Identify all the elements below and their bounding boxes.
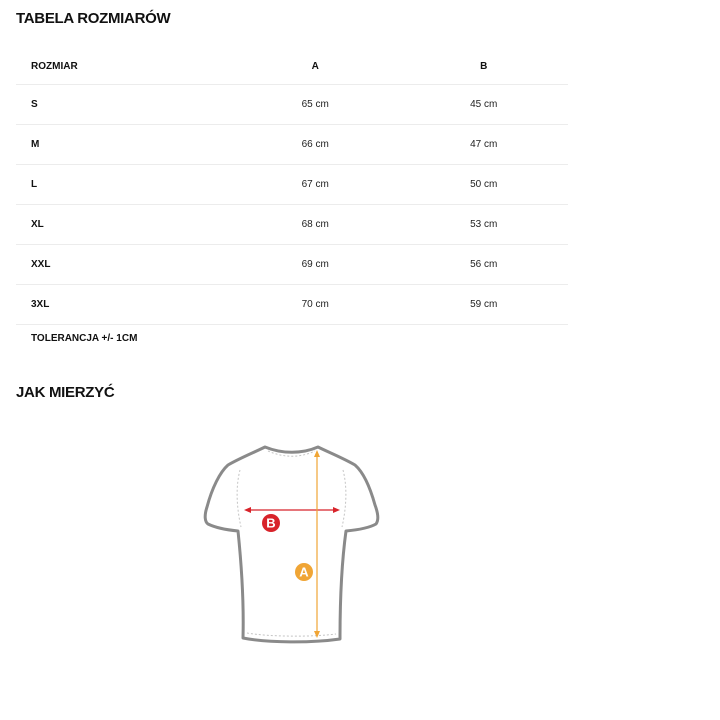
marker-b-badge: [262, 514, 280, 532]
table-row: [16, 125, 568, 165]
measure-a: 67 cm: [231, 165, 400, 205]
measure-b: 45 cm: [400, 85, 569, 125]
measure-a: 69 cm: [231, 245, 400, 285]
table-row: [16, 205, 568, 245]
marker-a-label: A: [299, 564, 309, 580]
marker-a-badge: [295, 563, 313, 581]
measure-a: 70 cm: [231, 285, 400, 325]
table-row: [16, 85, 568, 125]
measure-b: 53 cm: [400, 205, 569, 245]
size-label: L: [16, 165, 231, 205]
measure-b: 47 cm: [400, 125, 569, 165]
measure-b: 50 cm: [400, 165, 569, 205]
size-label: 3XL: [16, 285, 231, 325]
size-table-title: TABELA ROZMIARÓW: [16, 10, 171, 27]
header-b: B: [400, 48, 569, 85]
measure-a: 68 cm: [231, 205, 400, 245]
marker-b-label: B: [266, 515, 276, 531]
size-label: M: [16, 125, 231, 165]
tshirt-outline-icon: [205, 447, 378, 642]
header-a: A: [231, 48, 400, 85]
size-label: XXL: [16, 245, 231, 285]
header-size: ROZMIAR: [16, 48, 231, 85]
table-row: [16, 285, 568, 325]
measure-b: 59 cm: [400, 285, 569, 325]
how-to-measure-title: JAK MIERZYĆ: [16, 384, 115, 401]
tolerance-note: TOLERANCJA +/- 1CM: [31, 333, 138, 344]
size-label: S: [16, 85, 231, 125]
table-row: [16, 165, 568, 205]
measure-a: 66 cm: [231, 125, 400, 165]
table-header-row: [16, 48, 568, 85]
table-row: [16, 245, 568, 285]
size-table: [16, 48, 568, 325]
tshirt-measure-diagram: [196, 432, 392, 656]
measure-b: 56 cm: [400, 245, 569, 285]
measure-a: 65 cm: [231, 85, 400, 125]
size-label: XL: [16, 205, 231, 245]
